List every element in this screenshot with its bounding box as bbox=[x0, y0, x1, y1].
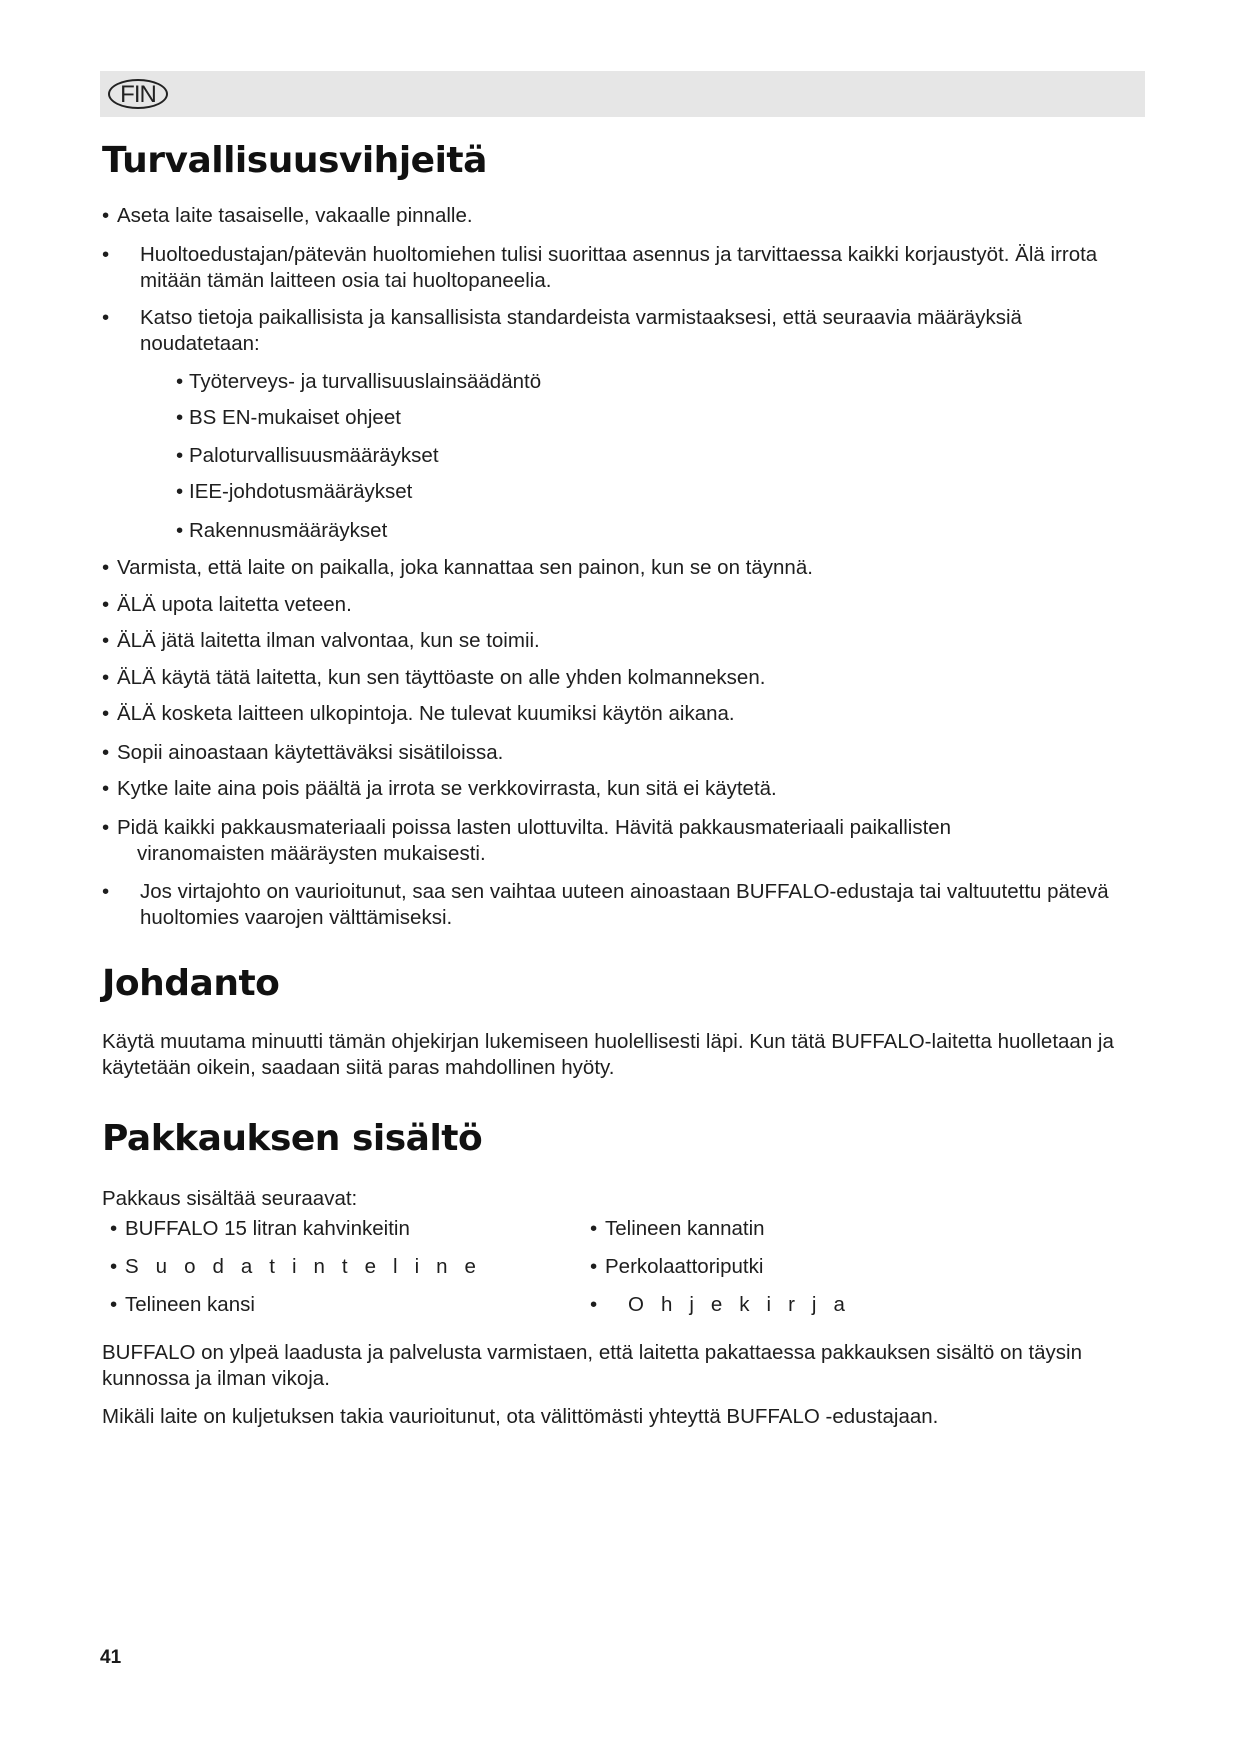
contents-item: • Ohjekirja bbox=[590, 1293, 862, 1316]
safety-title: Turvallisuusvihjeitä bbox=[102, 140, 487, 181]
safety-item: • Katso tietoja paikallisista ja kansallisista standardeista varmistaaksesi, että seuraavia määräyksiä noudatetaan: bbox=[102, 306, 1022, 355]
regulation-item: • Työterveys- ja turvallisuuslainsäädäntö bbox=[176, 370, 542, 393]
safety-item: • ÄLÄ kosketa laitteen ulkopintoja. Ne tulevat kuumiksi käytön aikana. bbox=[102, 702, 735, 725]
contents-item: • Telineen kannatin bbox=[590, 1217, 765, 1240]
contents-title: Pakkauksen sisältö bbox=[102, 1118, 483, 1159]
contents-item: • Perkolaattoriputki bbox=[590, 1255, 764, 1278]
regulation-item: • Rakennusmääräykset bbox=[176, 519, 388, 542]
regulation-item: • IEE-johdotusmääräykset bbox=[176, 480, 413, 503]
safety-item: • ÄLÄ käytä tätä laitetta, kun sen täyttöaste on alle yhden kolmanneksen. bbox=[102, 666, 766, 689]
safety-item: • Sopii ainoastaan käytettäväksi sisätiloissa. bbox=[102, 741, 504, 764]
contents-item: • Telineen kansi bbox=[110, 1293, 255, 1316]
safety-item: • ÄLÄ upota laitetta veteen. bbox=[102, 593, 352, 616]
safety-item: • ÄLÄ jätä laitetta ilman valvontaa, kun se toimii. bbox=[102, 629, 540, 652]
safety-item: • Jos virtajohto on vaurioitunut, saa sen vaihtaa uuteen ainoastaan BUFFALO-edustaja tai valtuutettu pätevä huoltomies vaarojen välttämiseksi. bbox=[102, 880, 1109, 929]
contents-paragraph: Mikäli laite on kuljetuksen takia vaurioitunut, ota välittömästi yhteyttä BUFFALO -edustajaan. bbox=[102, 1405, 939, 1428]
regulation-item: • BS EN-mukaiset ohjeet bbox=[176, 406, 401, 429]
language-bar bbox=[100, 71, 1145, 117]
contents-item: • BUFFALO 15 litran kahvinkeitin bbox=[110, 1217, 410, 1240]
contents-paragraph: BUFFALO on ylpeä laadusta ja palvelusta varmistaen, että laitetta pakattaessa pakkauksen sisältö on täysin kunnossa ja ilman vikoja. bbox=[102, 1341, 1082, 1390]
contents-lead: Pakkaus sisältää seuraavat: bbox=[102, 1187, 358, 1210]
safety-item: • Aseta laite tasaiselle, vakaalle pinnalle. bbox=[102, 204, 473, 227]
safety-item: • Kytke laite aina pois päältä ja irrota se verkkovirrasta, kun sitä ei käytetä. bbox=[102, 777, 777, 800]
contents-item: • Suodatinteline bbox=[110, 1255, 493, 1278]
intro-text: Käytä muutama minuutti tämän ohjekirjan lukemiseen huolellisesti läpi. Kun tätä BUFFALO-laitetta huolletaan ja käytetään oikein, saadaan siitä paras mahdollinen hyöty. bbox=[102, 1030, 1114, 1079]
page-number: 41 bbox=[100, 1647, 122, 1668]
regulation-item: • Paloturvallisuusmääräykset bbox=[176, 444, 439, 467]
safety-item: • Huoltoedustajan/pätevän huoltomiehen tulisi suorittaa asennus ja tarvittaessa kaikki korjaustyöt. Älä irrota mitään tämän laitteen osia tai huoltopaneelia. bbox=[102, 243, 1098, 292]
safety-item: • Pidä kaikki pakkausmateriaali poissa lasten ulottuvilta. Hävitä pakkausmateriaali paikallisten viranomaisten määräysten mukaisesti. bbox=[102, 816, 952, 865]
intro-title: Johdanto bbox=[102, 963, 280, 1004]
language-badge: FIN bbox=[108, 79, 168, 109]
safety-item: • Varmista, että laite on paikalla, joka kannattaa sen painon, kun se on täynnä. bbox=[102, 556, 813, 579]
